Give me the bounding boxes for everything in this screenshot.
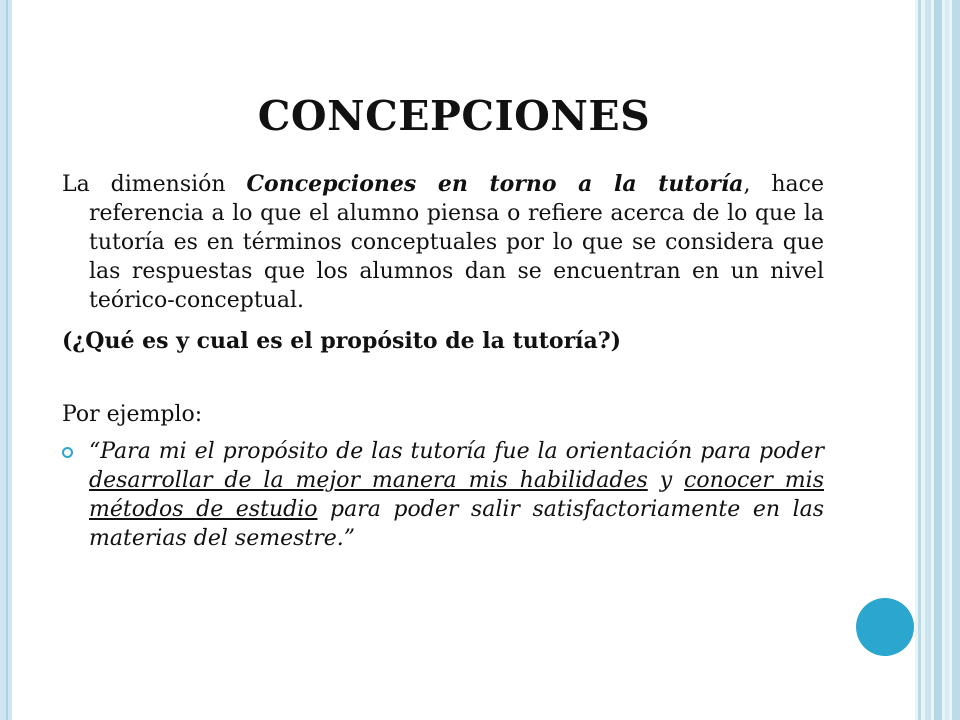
quote-part: “Para mi el propósito de las tutoría fue la orientación para poder: [89, 439, 824, 464]
bullet-icon: [62, 447, 73, 458]
student-quote: [89, 437, 824, 553]
example-label: Por ejemplo:: [62, 402, 203, 427]
quote-part: y: [647, 468, 685, 493]
quote-list-item: [62, 437, 824, 553]
quote-underlined: desarrollar de la mejor manera mis habilidades: [89, 468, 648, 493]
right-stripe: [945, 0, 949, 720]
definition-paragraph: [62, 170, 824, 315]
right-stripe: [934, 0, 942, 720]
paragraph-lead: La dimensión: [62, 172, 247, 197]
right-stripe: [918, 0, 921, 720]
right-stripe: [925, 0, 931, 720]
guiding-question: (¿Qué es y cual es el propósito de la tutoría?): [62, 328, 622, 354]
quote-underlined: conocer mis métodos de estudio: [89, 468, 824, 522]
slide-body: [62, 170, 824, 553]
decorative-circle: [856, 598, 914, 656]
right-stripe: [952, 0, 960, 720]
paragraph-rest: , hace referencia a lo que el alumno piensa o refiere acerca de lo que la tutoría es en términos conceptuales por lo que se considera que las respuestas que los alumnos dan se encuentran en un nivel teórico-conceptual.: [89, 172, 824, 313]
quote-part: para poder salir satisfactoriamente en las materias del semestre.”: [89, 497, 825, 551]
slide-title: CONCEPCIONES: [257, 92, 651, 140]
paragraph-emphasis: Concepciones en torno a la tutoría: [246, 171, 744, 197]
